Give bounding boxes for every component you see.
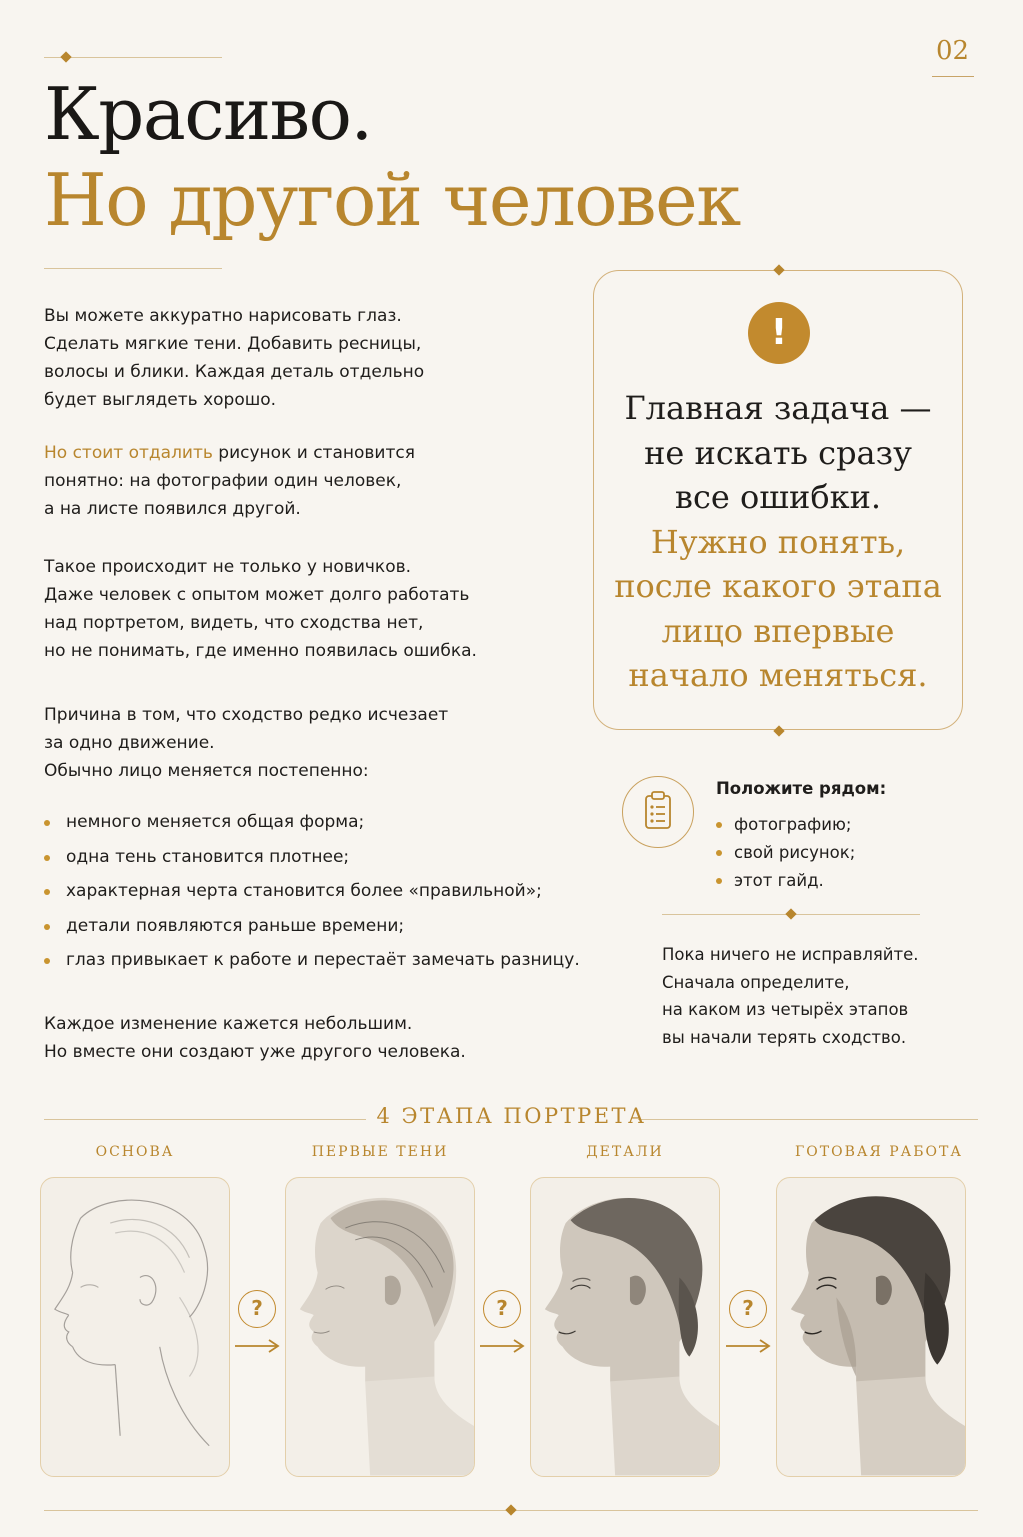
callout-accent-line: начало меняться.	[628, 656, 928, 694]
portrait-first-shadows-image	[286, 1178, 474, 1476]
intro-line: волосы и блики. Каждая деталь отдельно	[44, 362, 425, 382]
list-item: характерная черта становится более «правильной»;	[44, 877, 580, 912]
stage-card-first-shadows	[285, 1177, 475, 1477]
arrow-right-icon	[478, 1337, 526, 1355]
stage-label: ОСНОВА	[95, 1144, 175, 1160]
portrait-finished-image	[777, 1178, 965, 1476]
advice-paragraph	[662, 941, 919, 1051]
checklist-rule-diamond	[785, 908, 796, 919]
advice-line: на каком из четырёх этапов	[662, 1000, 909, 1019]
list-item: фотографию;	[716, 812, 855, 840]
advice-line: вы начали терять сходство.	[662, 1027, 907, 1047]
callout-text	[596, 386, 960, 698]
page-title-line2: Но другой человек	[44, 158, 740, 242]
stage-label: ГОТОВАЯ РАБОТА	[795, 1144, 963, 1160]
reason-line: Причина в том, что сходство редко исчезает	[44, 705, 449, 725]
reveal-highlight: Но стоит отдалить	[44, 443, 213, 463]
list-item: немного меняется общая форма;	[44, 808, 580, 843]
page-title-line1: Красиво.	[44, 72, 372, 156]
callout-line: не искать сразу	[644, 433, 912, 472]
checklist-list	[716, 812, 855, 896]
experience-paragraph	[44, 553, 584, 665]
question-icon: ?	[238, 1290, 276, 1328]
conclusion-paragraph	[44, 1010, 584, 1066]
reveal-line: а на листе появился другой.	[44, 499, 301, 519]
changes-list	[44, 808, 580, 981]
arrow-right-icon	[724, 1337, 772, 1355]
advice-line: Пока ничего не исправляйте.	[662, 945, 919, 964]
exclamation-icon: !	[748, 302, 810, 364]
portrait-details-image	[531, 1178, 719, 1476]
question-icon: ?	[483, 1290, 521, 1328]
experience-line: но не понимать, где именно появилась ошибка.	[44, 641, 477, 661]
portrait-sketch-outline-image	[41, 1178, 229, 1476]
stage-label: ДЕТАЛИ	[586, 1144, 664, 1160]
reveal-line1-rest: рисунок и становится	[212, 443, 415, 463]
list-item: свой рисунок;	[716, 840, 855, 868]
stage-card-finished	[776, 1177, 966, 1477]
reason-paragraph	[44, 701, 584, 785]
advice-line: Сначала определите,	[662, 972, 850, 992]
stage-label: ПЕРВЫЕ ТЕНИ	[311, 1144, 449, 1160]
clipboard-icon	[622, 776, 694, 848]
reveal-line-1	[44, 439, 584, 467]
question-icon: ?	[729, 1290, 767, 1328]
intro-line: Вы можете аккуратно нарисовать глаз.	[44, 306, 402, 326]
reveal-paragraph	[44, 439, 584, 523]
arrow-right-icon	[233, 1337, 281, 1355]
reason-line: Обычно лицо меняется постепенно:	[44, 761, 369, 781]
experience-line: над портретом, видеть, что сходства нет,	[44, 613, 424, 633]
conclusion-line: Но вместе они создают уже другого человека.	[44, 1042, 466, 1062]
callout-line: Главная задача —	[624, 389, 932, 427]
list-item: глаз привыкает к работе и перестаёт замечать разницу.	[44, 946, 580, 981]
list-item: детали появляются раньше времени;	[44, 912, 580, 947]
stage-card-details	[530, 1177, 720, 1477]
list-item: этот гайд.	[716, 868, 855, 896]
stages-title: 4 ЭТАПА ПОРТРЕТА	[376, 1104, 647, 1128]
intro-paragraph	[44, 302, 584, 414]
callout-line: все ошибки.	[674, 478, 882, 516]
page-number-underline	[932, 76, 974, 77]
conclusion-line: Каждое изменение кажется небольшим.	[44, 1014, 413, 1034]
callout-accent-line: Нужно понять,	[650, 522, 906, 561]
footer-diamond-ornament	[505, 1504, 516, 1515]
stage-card-basis	[40, 1177, 230, 1477]
page-number: 02	[936, 36, 970, 66]
callout-accent-line: лицо впервые	[661, 611, 895, 650]
experience-line: Такое происходит не только у новичков.	[44, 557, 412, 577]
callout-accent-line: после какого этапа	[614, 567, 942, 605]
reveal-line: понятно: на фотографии один человек,	[44, 471, 402, 491]
intro-line: Сделать мягкие тени. Добавить ресницы,	[44, 334, 422, 354]
list-item: одна тень становится плотнее;	[44, 843, 580, 878]
intro-line: будет выглядеть хорошо.	[44, 390, 277, 410]
experience-line: Даже человек с опытом может долго работать	[44, 585, 470, 605]
reason-line: за одно движение.	[44, 733, 215, 753]
checklist-heading: Положите рядом:	[716, 779, 887, 798]
header-diamond-ornament	[60, 51, 71, 62]
title-rule	[44, 268, 222, 269]
